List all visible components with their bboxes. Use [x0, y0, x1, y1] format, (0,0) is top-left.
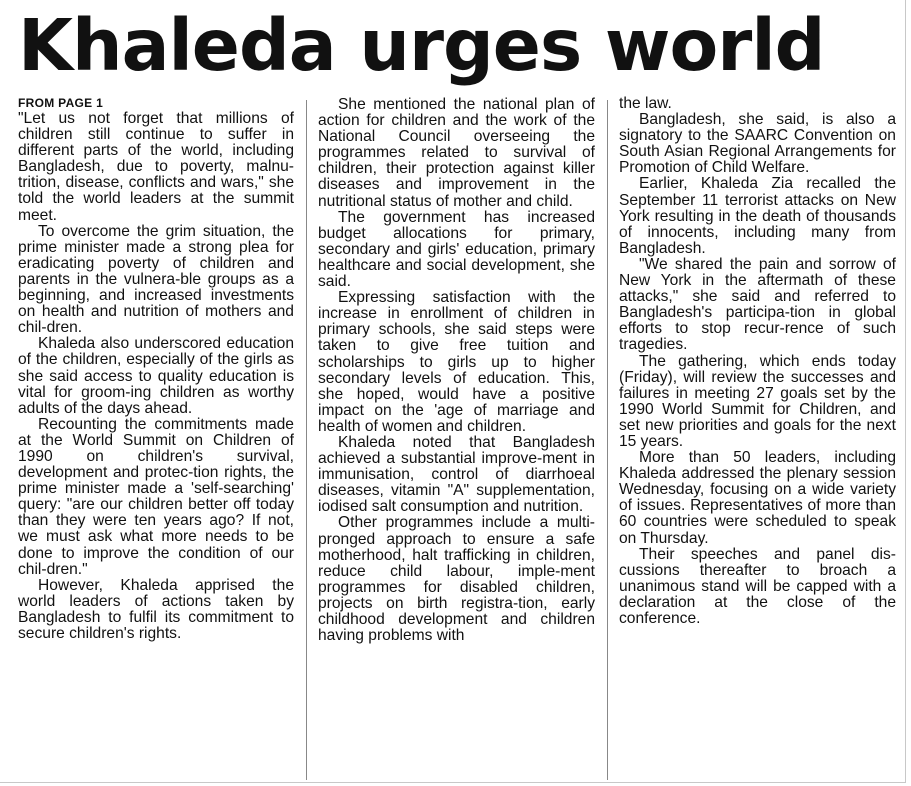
article-column-2 — [318, 97, 595, 644]
paragraph: "Let us not forget that millions of children still continue to suffer in different parts of the world, including Bangladesh, due to poverty, malnu-trition, disease, conflicts and wars," she told the world leaders at the summit meet. — [18, 110, 294, 224]
paragraph: She mentioned the national plan of action for children and the work of the National Council overseeing the programmes related to survival of children, their protection against killer diseases and improvement in the nutritional status of mother and child. — [318, 96, 595, 210]
paragraph: The gathering, which ends today (Friday), will review the successes and failures in meeting 27 goals set by the 1990 World Summit for Children, and set new priorities and goals for the next 15 years. — [619, 352, 896, 450]
column-rule — [306, 100, 307, 780]
paragraph: Khaleda noted that Bangladesh achieved a substantial improve-ment in immunisation, control of diarrhoeal diseases, vitamin "A" supplementation, iodised salt consumption and nutrition. — [318, 433, 595, 516]
paragraph: To overcome the grim situation, the prime minister made a strong plea for eradicating poverty of children and parents in the vulnera-ble groups as a beginning, and increased investments on health and nutrition of mothers and chil-dren. — [18, 222, 294, 337]
from-page-label: FROM PAGE 1 — [18, 96, 104, 110]
paragraph: "We shared the pain and sorrow of New York in the aftermath of these attacks," she said and referred to Bangladesh's participa-tion in global efforts to stop recur-rence of such tragedies. — [619, 255, 896, 354]
paragraph: More than 50 leaders, including Khaleda addressed the plenary session Wednesday, focusing on a wide variety of issues. Representatives of more than 60 countries were scheduled to speak on Thursday. — [619, 449, 896, 547]
paragraph: Earlier, Khaleda Zia recalled the September 11 terrorist attacks on New York resulting in the death of thousands of innocents, including many from Bangladesh. — [619, 175, 896, 257]
paragraph: the law. — [619, 95, 672, 112]
article-column-3 — [619, 96, 896, 627]
article-column-1 — [18, 96, 294, 642]
paragraph: Expressing satisfaction with the increase in enrollment of children in primary schools, she said steps were taken to give free tuition and scholarships to girls up to higher secondary levels of education. This, she hoped, would have a positive impact on the 'age of marriage and health of women and children. — [318, 289, 595, 435]
headline: Khaleda urges world — [18, 4, 825, 87]
paragraph: Other programmes include a multi-pronged approach to ensure a safe motherhood, halt trafficking in children, reduce child labour, imple-ment programmes for disabled children, projects on birth registra-tion, early childhood development and children having problems with — [318, 514, 595, 645]
paragraph: Their speeches and panel dis-cussions thereafter to broach a unanimous stand will be capped with a declaration at the close of the conference. — [619, 545, 896, 627]
paragraph: Recounting the commitments made at the World Summit on Children of 1990 on children's survival, development and protec-tion rights, the prime minister made a 'self-searching' query: "are our children better off today than they were ten years ago? If not, we must ask what more needs to be done to improve the condition of our chil-dren." — [18, 415, 294, 578]
paragraph: Bangladesh, she said, is also a signatory to the SAARC Convention on South Asian Regional Arrangements for Promotion of Child Welfare. — [619, 111, 896, 177]
paragraph: However, Khaleda apprised the world leaders of actions taken by Bangladesh to fulfil its commitment to secure children's rights. — [18, 576, 294, 642]
column-rule — [607, 100, 608, 780]
paragraph: Khaleda also underscored education of the children, especially of the girls as she said access to quality education is vital for groom-ing children as worthy adults of the days ahead. — [18, 335, 294, 417]
paragraph: The government has increased budget allocations for primary, secondary and girls' education, primary healthcare and social development, she said. — [318, 208, 595, 291]
